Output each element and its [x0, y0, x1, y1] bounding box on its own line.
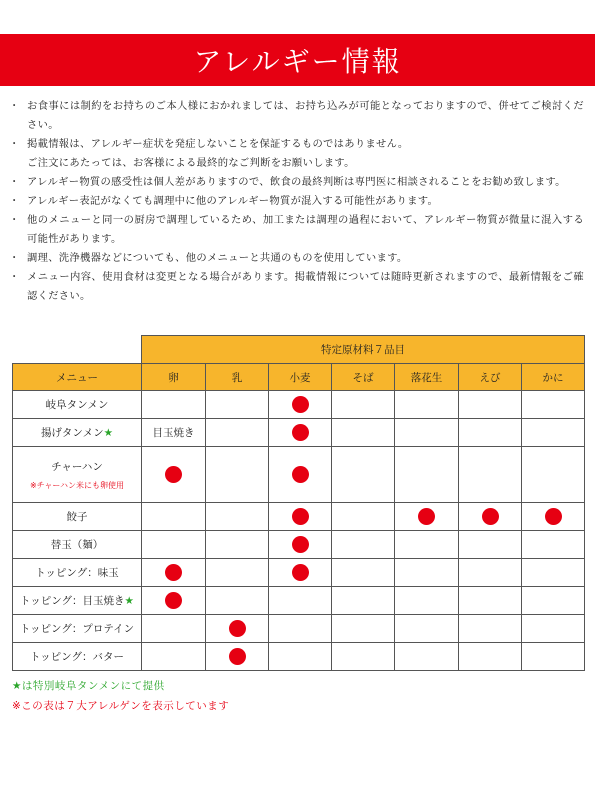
menu-name: トッピング：味玉: [35, 567, 119, 579]
allergen-cell-えび: [459, 391, 522, 419]
allergen-cell-乳: [206, 503, 269, 531]
contains-dot-icon: [229, 620, 246, 637]
star-icon: ★: [124, 595, 134, 607]
allergen-cell-卵: [142, 587, 206, 615]
allergen-cell-かに: [522, 503, 585, 531]
menu-name-cell: [13, 503, 142, 531]
allergen-cell-そば: [332, 391, 395, 419]
contains-dot-icon: [165, 466, 182, 483]
contains-dot-icon: [292, 536, 309, 553]
star-footnote: ★は特別岐阜タンメンにて提供: [12, 680, 165, 692]
contains-dot-icon: [229, 648, 246, 665]
allergen-cell-小麦: [269, 503, 332, 531]
allergen-cell-乳: [206, 391, 269, 419]
allergen-table: [12, 335, 585, 671]
table-row: [13, 615, 585, 643]
table-corner: [13, 336, 142, 364]
allergen-cell-小麦: [269, 391, 332, 419]
table-row: [13, 503, 585, 531]
menu-name: チャーハン: [51, 460, 103, 473]
page-title: アレルギー情報: [193, 45, 402, 78]
allergen-cell-そば: [332, 615, 395, 643]
allergen-cell-そば: [332, 559, 395, 587]
allergen-cell-小麦: [269, 531, 332, 559]
star-icon: ★: [103, 427, 114, 439]
allergen-cell-乳: [206, 447, 269, 503]
table-row: [13, 447, 585, 503]
menu-name: 揚げタンメン: [40, 427, 104, 439]
allergen-cell-乳: [206, 615, 269, 643]
allergen-cell-えび: [459, 447, 522, 503]
allergen-cell-えび: [459, 587, 522, 615]
notice-item: [12, 249, 584, 268]
allergen-cell-そば: [332, 419, 395, 447]
allergen-cell-かに: [522, 587, 585, 615]
allergen-cell-落花生: [395, 447, 459, 503]
notice-item: [12, 211, 584, 249]
allergen-cell-卵: [142, 643, 206, 671]
allergen-cell-そば: [332, 643, 395, 671]
allergen-cell-小麦: [269, 615, 332, 643]
allergen-cell-小麦: [269, 559, 332, 587]
allergen-cell-小麦: [269, 419, 332, 447]
allergen-cell-卵: [142, 447, 206, 503]
allergen-cell-卵: [142, 419, 206, 447]
notice-item: [12, 268, 584, 306]
allergen-cell-卵: [142, 559, 206, 587]
notice-text: ご注文にあたっては、お客様による最終的なご判断をお願いします。: [27, 157, 355, 169]
menu-name-cell: [13, 587, 142, 615]
allergen-cell-そば: [332, 587, 395, 615]
allergen-cell-えび: [459, 615, 522, 643]
menu-name: 岐阜タンメン: [45, 399, 109, 411]
contains-dot-icon: [292, 508, 309, 525]
table-row: [13, 391, 585, 419]
allergen-cell-卵: [142, 503, 206, 531]
allergen-cell-卵: [142, 615, 206, 643]
menu-name-cell: [13, 615, 142, 643]
contains-dot-icon: [545, 508, 562, 525]
allergen-cell-かに: [522, 643, 585, 671]
allergen-header-row: [13, 364, 585, 391]
allergen-cell-かに: [522, 447, 585, 503]
notice-text: お食事には制約をお持ちのご本人様におかれましては、お持ち込みが可能となっておりますので、併せてご検討ください。: [27, 100, 584, 131]
allergen-cell-乳: [206, 419, 269, 447]
allergen-cell-そば: [332, 531, 395, 559]
contains-dot-icon: [292, 396, 309, 413]
table-row: [13, 559, 585, 587]
allergen-cell-落花生: [395, 559, 459, 587]
contains-dot-icon: [292, 466, 309, 483]
notice-text: 掲載情報は、アレルギー症状を発症しないことを保証するものではありません。: [27, 138, 409, 150]
contains-dot-icon: [482, 508, 499, 525]
allergen-cell-かに: [522, 419, 585, 447]
contains-dot-icon: [165, 592, 182, 609]
allergen-cell-そば: [332, 503, 395, 531]
allergen-cell-かに: [522, 531, 585, 559]
menu-note: ※チャーハン米にも卵使用: [29, 480, 125, 490]
menu-name: トッピング：プロテイン: [19, 623, 135, 635]
table-row: [13, 643, 585, 671]
notice-item: [12, 97, 584, 135]
allergen-cell-text: 目玉焼き: [152, 427, 195, 439]
notice-item: [12, 173, 584, 192]
menu-name-cell: [13, 643, 142, 671]
contains-dot-icon: [292, 564, 309, 581]
allergen-cell-卵: [142, 531, 206, 559]
allergen-cell-落花生: [395, 587, 459, 615]
allergen-cell-乳: [206, 643, 269, 671]
allergen-cell-そば: [332, 447, 395, 503]
allergen-header: そば: [332, 364, 395, 391]
allergen-header: かに: [522, 364, 585, 391]
menu-name: 替玉（麺）: [50, 539, 104, 551]
allergen-cell-落花生: [395, 419, 459, 447]
allergen-cell-えび: [459, 643, 522, 671]
title-banner: [0, 34, 595, 86]
menu-name-cell: [13, 531, 142, 559]
table-row: [13, 531, 585, 559]
allergen-cell-かに: [522, 391, 585, 419]
allergen-cell-えび: [459, 559, 522, 587]
allergen-cell-落花生: [395, 503, 459, 531]
seven-allergen-footnote: ※この表は７大アレルゲンを表示しています: [12, 700, 230, 712]
contains-dot-icon: [418, 508, 435, 525]
notice-list: [12, 97, 584, 306]
allergen-cell-小麦: [269, 447, 332, 503]
allergen-cell-えび: [459, 531, 522, 559]
notice-item: [12, 135, 584, 173]
allergen-cell-乳: [206, 587, 269, 615]
notice-text: アレルギー表記がなくても調理中に他のアレルギー物質が混入する可能性があります。: [27, 195, 439, 207]
menu-column-header: メニュー: [13, 364, 142, 391]
allergen-cell-落花生: [395, 391, 459, 419]
notice-text: 調理、洗浄機器などについても、他のメニューと共通のものを使用しています。: [27, 252, 408, 264]
allergen-table-body: [13, 391, 585, 671]
notice-text: メニュー内容、使用食材は変更となる場合があります。掲載情報については随時更新されますので、最新情報をご確認ください。: [27, 271, 584, 302]
allergen-cell-乳: [206, 531, 269, 559]
group-header: 特定原材料７品目: [142, 336, 585, 364]
allergen-cell-落花生: [395, 615, 459, 643]
allergen-cell-小麦: [269, 643, 332, 671]
contains-dot-icon: [165, 564, 182, 581]
menu-name-cell: [13, 447, 142, 503]
allergen-cell-卵: [142, 391, 206, 419]
menu-name-cell: [13, 559, 142, 587]
table-row: [13, 419, 585, 447]
allergen-header: 卵: [142, 364, 206, 391]
menu-name: トッピング：バター: [30, 651, 124, 663]
allergen-header: 乳: [206, 364, 269, 391]
menu-name: トッピング：目玉焼き: [20, 595, 125, 607]
allergen-header: 落花生: [395, 364, 459, 391]
menu-name-cell: [13, 391, 142, 419]
allergen-cell-えび: [459, 503, 522, 531]
allergen-header: 小麦: [269, 364, 332, 391]
allergen-cell-かに: [522, 615, 585, 643]
notice-text: 他のメニューと同一の厨房で調理しているため、加工または調理の過程において、アレルギー物質が微量に混入する可能性があります。: [27, 214, 584, 245]
contains-dot-icon: [292, 424, 309, 441]
notice-item: [12, 192, 584, 211]
allergen-cell-乳: [206, 559, 269, 587]
allergen-cell-小麦: [269, 587, 332, 615]
allergen-header: えび: [459, 364, 522, 391]
allergen-cell-かに: [522, 559, 585, 587]
allergen-cell-落花生: [395, 643, 459, 671]
allergen-cell-えび: [459, 419, 522, 447]
table-row: [13, 587, 585, 615]
notice-text: アレルギー物質の感受性は個人差がありますので、飲食の最終判断は専門医に相談されることをお勧め致します。: [27, 176, 566, 188]
menu-name-cell: [13, 419, 142, 447]
allergen-cell-落花生: [395, 531, 459, 559]
menu-name: 餃子: [66, 511, 88, 523]
